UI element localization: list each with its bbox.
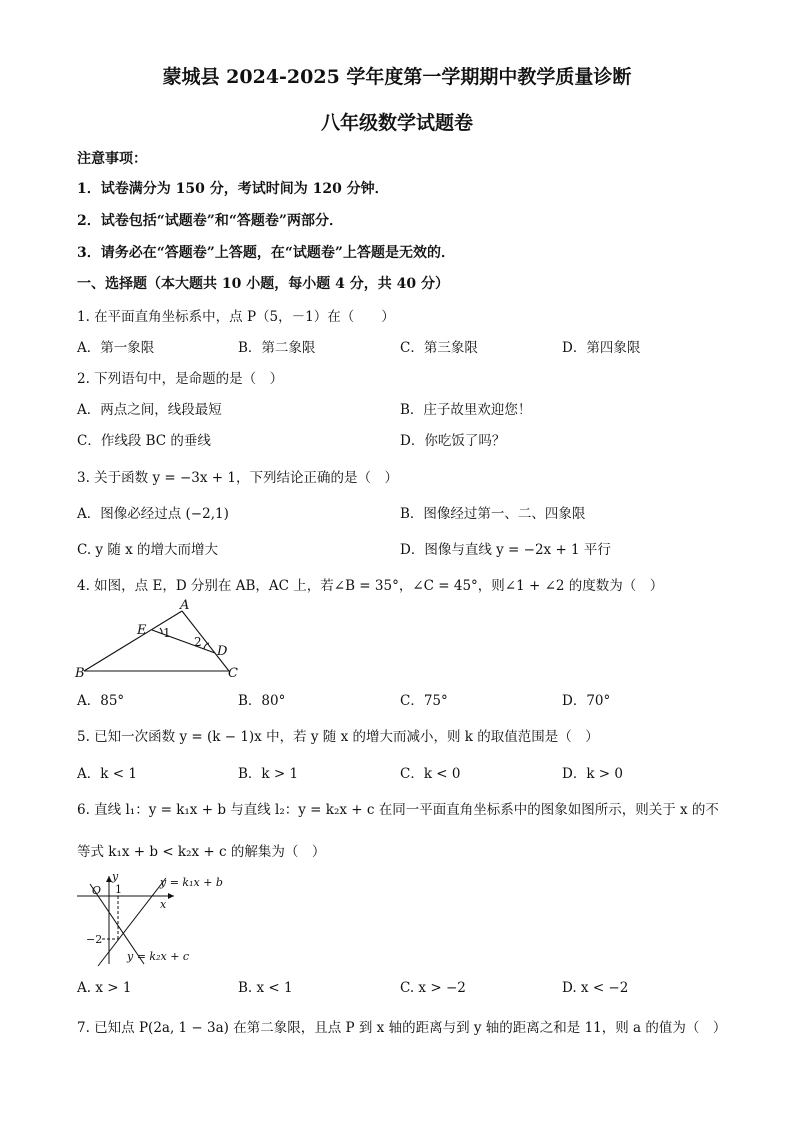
option-a: A．两点之间，线段最短 bbox=[77, 402, 222, 418]
option-b: B. x < 1 bbox=[238, 980, 293, 996]
option-c: C．第三象限 bbox=[400, 340, 478, 356]
notes-heading: 注意事项： bbox=[77, 151, 147, 167]
question-stem: 3. 关于函数 y = −3x + 1，下列结论正确的是（ ） bbox=[77, 470, 398, 486]
axis-y-label: y bbox=[112, 870, 119, 883]
label-e: E bbox=[137, 623, 147, 638]
option-a: A．图像必经过点 (−2,1) bbox=[77, 506, 229, 522]
option-d: D．你吃饭了吗？ bbox=[400, 433, 506, 449]
question-stem: 1. 在平面直角坐标系中，点 P（5，－1）在（ ） bbox=[77, 309, 395, 325]
question-stem: 2. 下列语句中，是命题的是（ ） bbox=[77, 371, 284, 387]
option-c: C．k < 0 bbox=[400, 766, 461, 782]
line-l1-label: y = k₁x + b bbox=[160, 876, 223, 889]
tick-label-neg2: −2 bbox=[86, 933, 103, 946]
option-b: B．80° bbox=[238, 693, 286, 709]
option-c: C. x > −2 bbox=[400, 980, 466, 996]
question-stem-cont: 等式 k₁x + b < k₂x + c 的解集为（ ） bbox=[77, 844, 326, 860]
exam-subtitle: 八年级数学试题卷 bbox=[320, 112, 473, 134]
origin-label: O bbox=[92, 884, 102, 897]
option-d: D．第四象限 bbox=[562, 340, 641, 356]
line-graph-figure bbox=[74, 866, 234, 976]
triangle-figure bbox=[74, 598, 254, 682]
option-a: A. x > 1 bbox=[77, 980, 132, 996]
option-a: A．85° bbox=[77, 693, 125, 709]
exam-title: 蒙城县 2024-2025 学年度第一学期期中教学质量诊断 bbox=[162, 66, 632, 88]
option-b: B．图像经过第一、二、四象限 bbox=[400, 506, 586, 522]
label-a: A bbox=[180, 598, 190, 613]
option-c: C．75° bbox=[400, 693, 448, 709]
option-b: B．庄子故里欢迎您！ bbox=[400, 402, 532, 418]
option-d: D．图像与直线 y = −2x + 1 平行 bbox=[400, 542, 611, 558]
angle-1-label: 1 bbox=[163, 626, 171, 640]
label-d: D bbox=[217, 644, 228, 659]
option-d: D. x < −2 bbox=[562, 980, 629, 996]
angle-2-label: 2 bbox=[194, 635, 202, 649]
option-c: C．作线段 BC 的垂线 bbox=[77, 433, 211, 449]
question-stem: 4. 如图，点 E，D 分别在 AB，AC 上，若∠B = 35°，∠C = 45°，则∠1 + ∠2 的度数为（ ） bbox=[77, 578, 664, 594]
tick-label-1: 1 bbox=[115, 883, 122, 896]
question-stem: 6. 直线 l₁：y = k₁x + b 与直线 l₂：y = k₂x + c 在同一平面直角坐标系中的图象如图所示，则关于 x 的不 bbox=[77, 802, 719, 818]
option-b: B．第二象限 bbox=[238, 340, 316, 356]
option-a: A．第一象限 bbox=[77, 340, 155, 356]
note-item: 2．试卷包括“试题卷”和“答题卷”两部分． bbox=[77, 213, 343, 229]
section-heading: 一、选择题（本大题共 10 小题，每小题 4 分，共 40 分） bbox=[77, 276, 449, 292]
note-item: 1．试卷满分为 150 分，考试时间为 120 分钟． bbox=[77, 181, 389, 197]
note-item: 3．请务必在“答题卷”上答题，在“试题卷”上答题是无效的． bbox=[77, 245, 455, 261]
option-d: D．k > 0 bbox=[562, 766, 623, 782]
label-c: C bbox=[228, 666, 238, 681]
option-b: B．k > 1 bbox=[238, 766, 299, 782]
axis-x-label: x bbox=[160, 898, 167, 911]
option-c: C. y 随 x 的增大而增大 bbox=[77, 542, 219, 558]
option-d: D．70° bbox=[562, 693, 611, 709]
question-stem: 7. 已知点 P(2a, 1 − 3a) 在第二象限，且点 P 到 x 轴的距离与到 y 轴的距离之和是 11，则 a 的值为（ ） bbox=[77, 1020, 727, 1036]
line-l2-label: y = k₂x + c bbox=[127, 950, 190, 963]
option-a: A．k < 1 bbox=[77, 766, 137, 782]
question-stem: 5. 已知一次函数 y = (k − 1)x 中，若 y 随 x 的增大而减小，则 k 的取值范围是（ ） bbox=[77, 729, 599, 745]
label-b: B bbox=[75, 666, 85, 681]
